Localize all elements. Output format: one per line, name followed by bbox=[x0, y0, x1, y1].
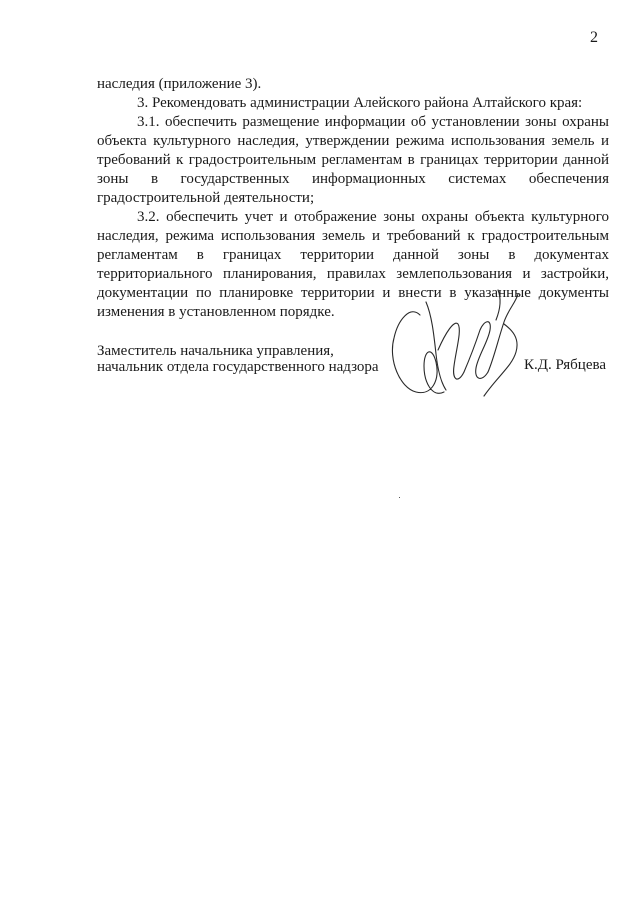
signatory-position-line-1: Заместитель начальника управления, bbox=[97, 343, 334, 359]
signatory-position bbox=[97, 343, 379, 375]
handwritten-signature bbox=[380, 280, 530, 410]
paragraph-item-3: 3. Рекомендовать администрации Алейского района Алтайского края: bbox=[137, 95, 583, 111]
paragraph-continuation: наследия (приложение 3). bbox=[97, 76, 262, 92]
page-number: 2 bbox=[590, 29, 598, 46]
signatory-position-line-2: начальник отдела государственного надзора bbox=[97, 359, 379, 375]
document-body bbox=[97, 75, 609, 322]
signatory-name: К.Д. Рябцева bbox=[524, 357, 607, 373]
paragraph-item-3-1: 3.1. обеспечить размещение информации об установлении зоны охраны объекта культурного наследия, утверждении режима использования земель и требований к градостроительным регламентам в границах территории данной зоны в государственных информационных системах обеспечения градостроительной деятельности; bbox=[97, 114, 609, 206]
scan-speck bbox=[399, 497, 400, 498]
paragraph-item-3-2: 3.2. обеспечить учет и отображение зоны охраны объекта культурного наследия, режима использования земель и требований к градостроительным регламентам в границах территории данной зоны в документах территориального планирования, правилах землепользования и застройки, документации по планировке территории и внести в указанные документы изменения в установленном порядке. bbox=[97, 209, 609, 320]
